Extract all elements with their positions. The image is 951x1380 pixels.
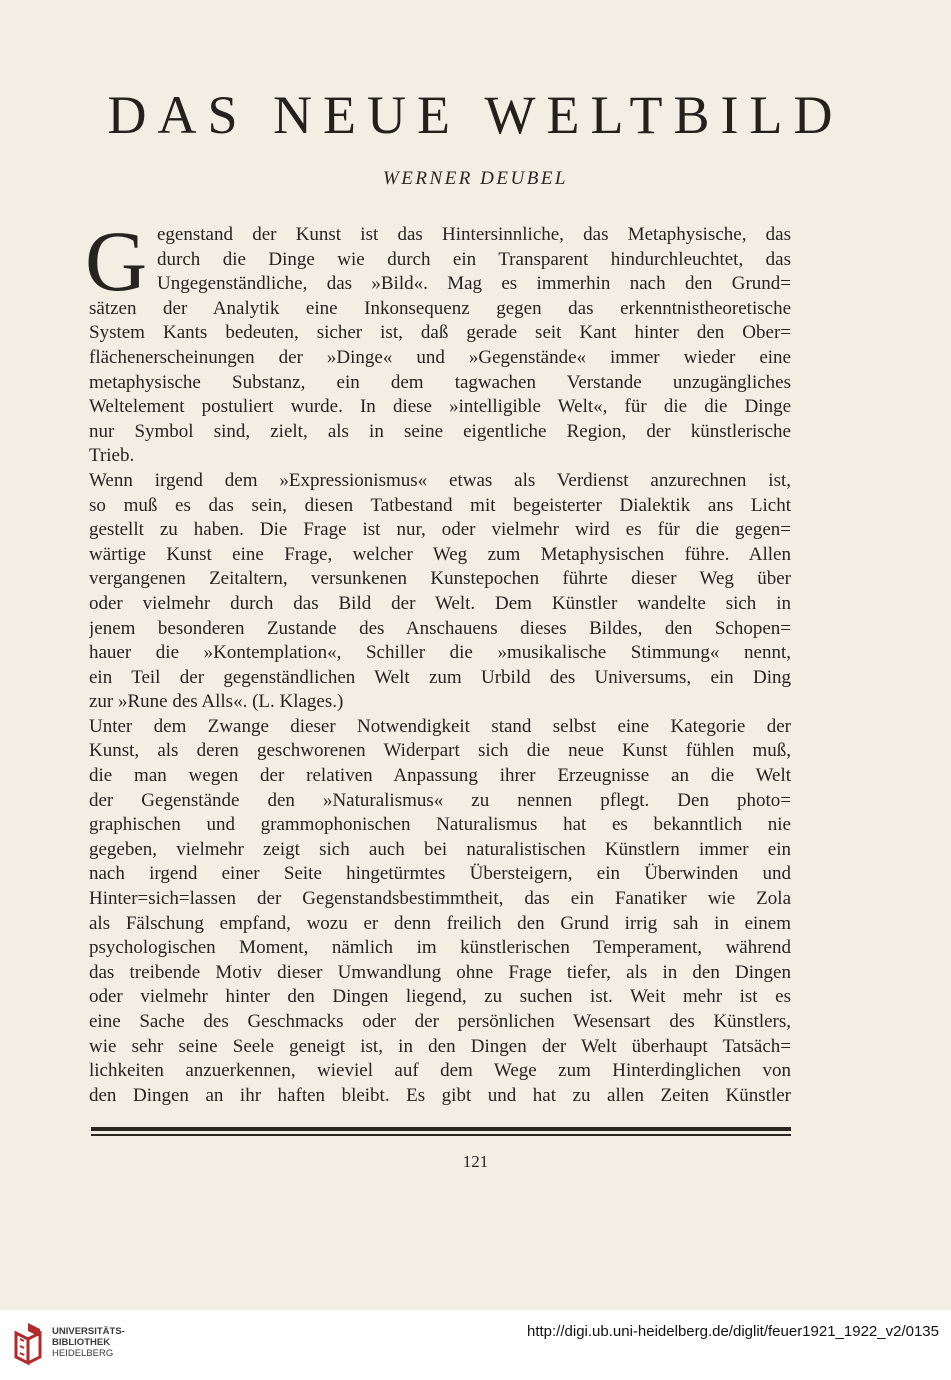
text-line: nur Symbol sind, zielt, als in seine eigentliche Region, der künstlerische: [89, 420, 791, 442]
viewer-footer: [0, 1310, 951, 1380]
text-line: Wenn irgend dem »Expressionismus« etwas als Verdienst anzurechnen ist,: [89, 469, 791, 491]
text-line: der Gegenstände den »Naturalismus« zu nennen pflegt. Den photo=: [89, 789, 791, 811]
article-body: [85, 213, 791, 1108]
library-logo-icon[interactable]: [10, 1319, 46, 1369]
text-line: das treibende Motiv dieser Umwandlung ohne Frage tiefer, als in den Dingen: [89, 961, 791, 983]
text-line: Ungegenständliche, das »Bild«. Mag es immerhin nach den Grund=: [157, 273, 791, 295]
text-line: metaphysische Substanz, ein dem tagwachen Verstande unzugängliches: [89, 371, 791, 393]
text-line: gegeben, vielmehr zeigt sich auch bei naturalistischen Künstlern immer ein: [89, 838, 791, 860]
page-number: 121: [462, 1152, 489, 1171]
text-line: lichkeiten anzuerkennen, wieviel auf dem Wege zum Hinterdinglichen von: [89, 1060, 791, 1082]
text-line: die man wegen der relativen Anpassung ihrer Erzeugnisse an die Welt: [89, 765, 791, 787]
text-line: Trieb.: [89, 445, 135, 467]
text-line: oder vielmehr durch das Bild der Welt. Dem Künstler wandelte sich in: [89, 592, 791, 614]
text-line: vergangenen Zeitaltern, versunkenen Kunstepochen führte dieser Weg über: [89, 568, 791, 590]
text-line: Weltelement postuliert wurde. In diese »intelligible Welt«, für die die Dinge: [89, 396, 791, 418]
text-line: psychologischen Moment, nämlich im künstlerischen Temperament, während: [89, 937, 791, 959]
text-line: ein Teil der gegenständlichen Welt zum Urbild des Universums, ein Ding: [89, 666, 791, 688]
text-line: flächenerscheinungen der »Dinge« und »Gegenstände« immer wieder eine: [89, 346, 791, 368]
text-line: hauer die »Kontemplation«, Schiller die »musikalische Stimmung« nennt,: [89, 642, 791, 664]
text-line: oder vielmehr hinter den Dingen liegend, zu suchen ist. Weit mehr ist es: [89, 986, 791, 1008]
permalink-url[interactable]: http://digi.ub.uni-heidelberg.de/diglit/feuer1921_1922_v2/0135: [527, 1323, 939, 1340]
text-line: System Kants bedeuten, sicher ist, daß gerade seit Kant hinter den Ober=: [89, 322, 791, 344]
text-line: nach irgend einer Seite hingetürmtes Übersteigern, ein Überwinden und: [89, 863, 791, 885]
text-line: gestellt zu haben. Die Frage ist nur, oder vielmehr wird es für die gegen=: [89, 519, 791, 541]
drop-cap: G: [85, 213, 148, 309]
text-line: wie sehr seine Seele geneigt ist, in den Dingen der Welt überhaupt Tatsäch=: [89, 1035, 791, 1057]
text-line: eine Sache des Geschmacks oder der persönlichen Wesensart des Künstlers,: [89, 1011, 791, 1032]
text-line: durch die Dinge wie durch ein Transparent hindurchleuchtet, das: [157, 248, 791, 270]
library-name-line2: BIBLIOTHEK: [52, 1337, 111, 1348]
text-line: zur »Rune des Alls«. (L. Klages.): [89, 691, 344, 713]
text-line: jenem besonderen Zustande des Anschauens dieses Bildes, den Schopen=: [89, 617, 791, 639]
text-line: egenstand der Kunst ist das Hintersinnliche, das Metaphysische, das: [157, 224, 791, 245]
text-line: so muß es das sein, diesen Tatbestand mit begeisterter Dialektik ans Licht: [89, 494, 791, 516]
article-author: WERNER DEUBEL: [382, 168, 568, 189]
library-name: [52, 1326, 125, 1359]
text-line: als Fälschung empfand, wozu er denn freilich den Grund irrig sah in einem: [89, 912, 791, 934]
text-line: Unter dem Zwange dieser Notwendigkeit stand selbst eine Kategorie der: [89, 715, 791, 737]
text-line: wärtige Kunst eine Frage, welcher Weg zum Metaphysischen führe. Allen: [89, 543, 791, 565]
text-line: den Dingen an ihr haften bleibt. Es gibt und hat zu allen Zeiten Künstler: [89, 1084, 791, 1106]
footer-rule-thick: [91, 1127, 791, 1131]
text-line: sätzen der Analytik eine Inkonsequenz gegen das erkenntnistheoretische: [89, 297, 791, 319]
library-name-line3: HEIDELBERG: [52, 1348, 114, 1359]
text-line: Kunst, als deren geschworenen Widerpart sich die neue Kunst fühlen muß,: [89, 740, 791, 762]
text-line: Hinter=sich=lassen der Gegenstandsbestimmtheit, das ein Fanatiker wie Zola: [89, 888, 791, 910]
text-line: graphischen und grammophonischen Naturalismus hat es bekanntlich nie: [89, 814, 791, 836]
library-name-line1: UNIVERSITÄTS-: [52, 1326, 125, 1337]
footer-rule-thin: [91, 1134, 791, 1136]
article-title: DAS NEUE WELTBILD: [107, 85, 844, 145]
